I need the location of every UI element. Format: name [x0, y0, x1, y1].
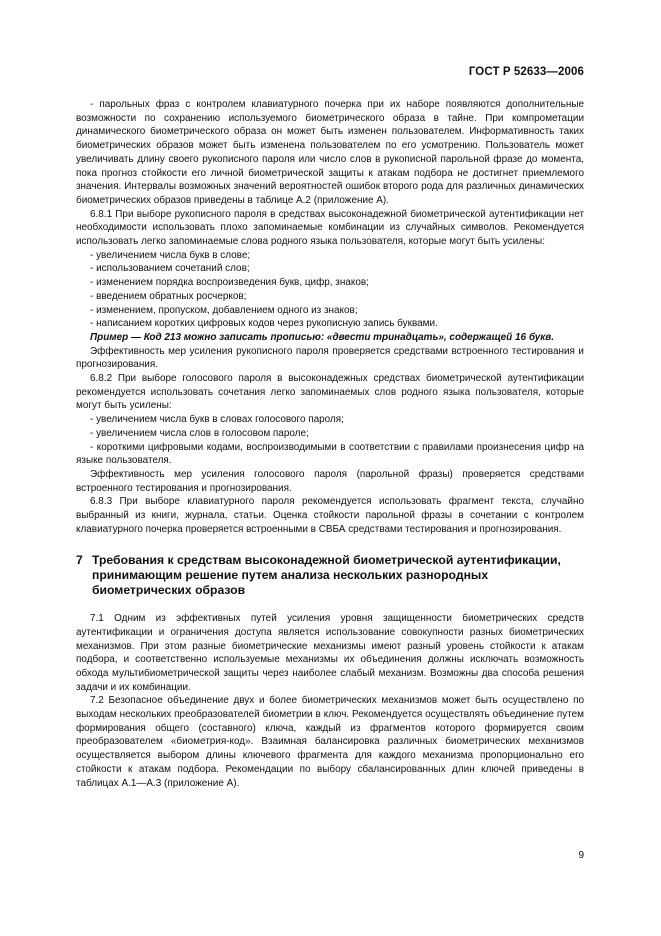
- paragraph-6-8-2: 6.8.2 При выборе голосового пароля в высоконадежных средствах биометрической аутентификации рекомендуется использовать сочетания легко запоминаемых слов родного языка пользователя, которые могут быть усилены:: [76, 373, 584, 412]
- page-number: 9: [578, 850, 584, 861]
- list-item: - увеличением числа слов в голосовом пароле;: [90, 427, 309, 439]
- list-item: - введением обратных росчерков;: [90, 290, 247, 302]
- list-6-8-2: [76, 413, 584, 468]
- paragraph-effectiveness-handwriting: Эффективность мер усиления рукописного пароля проверяется средствами встроенного тестирования и прогнозирования.: [76, 345, 584, 371]
- section-title: Требования к средствам высоконадежной биометрической аутентификации, принимающим решение путем анализа нескольких разнородных биометрических образов: [92, 552, 561, 597]
- list-6-8-1: [76, 249, 584, 331]
- list-item: - увеличением числа букв в слове;: [90, 249, 251, 261]
- list-item: - короткими цифровыми кодами, воспроизводимыми в соответствии с правилами произнесения цифр на языке пользователя.: [76, 441, 584, 467]
- paragraph-7-2: 7.2 Безопасное объединение двух и более биометрических механизмов может быть осуществлено по выходам нескольких преобразователей биометрии в ключ. Рекомендуется осуществлять объединение путем формирования общего (составного) ключа, каждый из фрагментов которого формируется своим преобразователем «биометрия-код». Взаимная балансировка различных биометрических механизмов осуществляется выбором длины ключевого фрагмента для каждого механизма пропорционально его стойкости к атакам подбора. Рекомендации по выбору сбалансированных длин ключей приведены в таблицах А.1—А.3 (приложение А).: [76, 695, 584, 789]
- list-item: - увеличением числа букв в словах голосового пароля;: [90, 414, 344, 426]
- paragraph-7-1: 7.1 Одним из эффективных путей усиления уровня защищенности биометрических средств аутентификации и ограничения доступа является использование совокупности разных биометрических механизмов. При этом разные биометрические механизмы имеют разный уровень стойкости к атакам подбора, и соответственно используемые механизмы их объединения должны исключать возможность обхода мультибиометрической защиты через наиболее слабый механизм. Возможны два способа решения задачи и их комбинации.: [76, 613, 584, 693]
- paragraph-6-8-1: 6.8.1 При выборе рукописного пароля в средствах высоконадежной биометрической аутентификации нет необходимости использовать плохо запоминаемые комбинации из случайных символов. Рекомендуется использовать легко запоминаемые слова родного языка пользователя, которые могут быть усилены:: [76, 208, 584, 248]
- paragraph-intro: - парольных фраз с контролем клавиатурного почерка при их наборе появляются дополнительные возможности по сохранению используемого биометрического образа в тайне. При компрометации динамического биометрического образа он может быть изменен пользователем. Информативность таких биометрических образов может быть изменена пользователем по его усмотрению. Пользователь может увеличивать длину своего рукописного пароля или число слов в рукописной парольной фразе до момента, пока прогноз стойкости его личной биометрической защиты к атакам подбора не достигнет приемлемого значения. Интервалы возможных значений вероятностей ошибок второго рода для различных динамических биометрических образов приведены в таблице А.2 (приложение А).: [76, 99, 584, 206]
- paragraph-6-8-3: 6.8.3 При выборе клавиатурного пароля рекомендуется использовать фрагмент текста, случайно выбранный из книги, журнала, статьи. Оценка стойкости парольной фразы в сочетании с контролем клавиатурного почерка проверяется встроенными в СВБА средствами тестирования и прогнозирования.: [76, 496, 584, 535]
- document-code-header: ГОСТ Р 52633—2006: [468, 66, 584, 78]
- list-item: - изменением порядка воспроизведения букв, цифр, знаков;: [90, 277, 369, 289]
- section-7-heading: [76, 553, 584, 599]
- page-content: [76, 98, 584, 790]
- section-number: 7: [76, 552, 83, 567]
- paragraph-effectiveness-voice: Эффективность мер усиления голосового пароля (парольной фразы) проверяется средствами встроенного тестирования и прогнозирования.: [76, 468, 584, 494]
- list-item: - написанием коротких цифровых кодов через рукописную запись буквами.: [90, 318, 438, 330]
- list-item: - изменением, пропуском, добавлением одного из знаков;: [90, 304, 358, 316]
- example-note: Пример — Код 213 можно записать прописью: «двести тринадцать», содержащей 16 букв.: [90, 331, 555, 343]
- list-item: - использованием сочетаний слов;: [90, 263, 250, 275]
